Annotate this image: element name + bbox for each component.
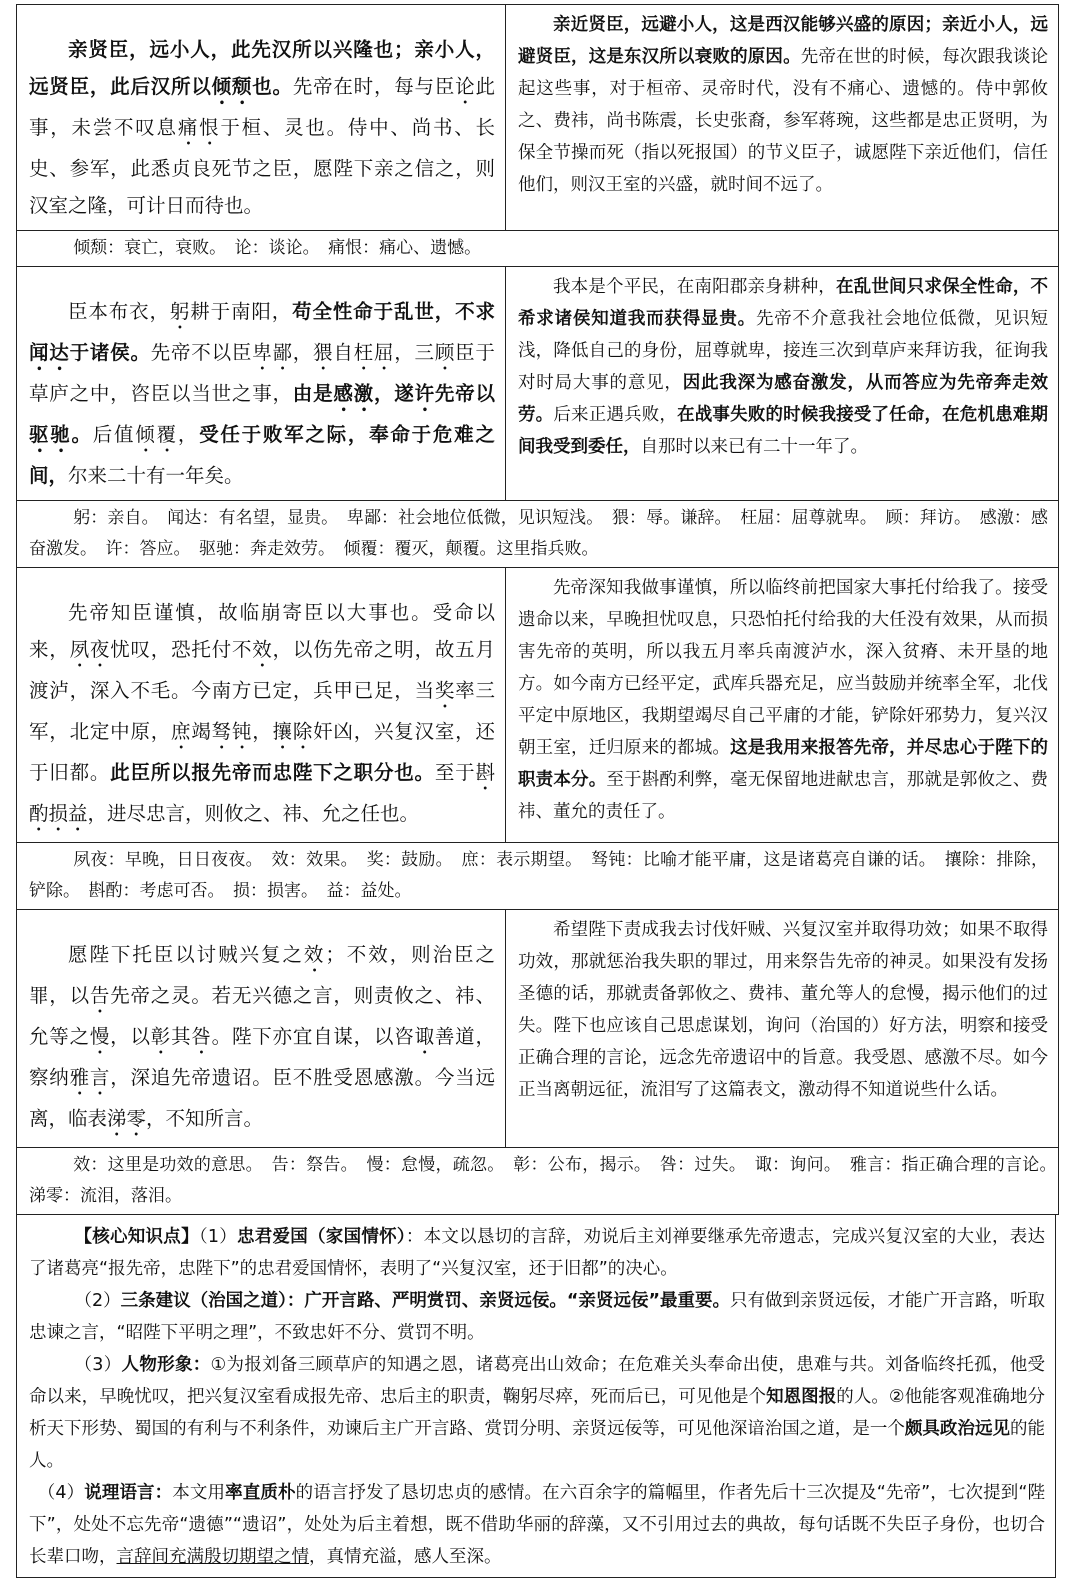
text-run: （1） [198,1227,237,1247]
vocab-notes-cell [17,231,1059,267]
original-text [17,568,505,842]
text-run: 希望陛下责成我去讨伐奸贼、兴复汉室并取得功效；如果不取得功效，那就惩治我失职的罪过，用来祭告先帝的神灵。如果没有发扬圣德的话，那就责备郭攸之、费祎、董允等人的怠慢，揭示他们的过失。陛下也应该自己思虑谋划，询问（治国的）好方法，明察和接受正确合理的言论，远念先帝遗诏中的旨意。我受恩、感激不尽。如今正当离朝远征，流泪写了这篇表文，激动得不知道说些什么话。 [518,920,1048,1100]
text-run: 由是感激，遂许先帝以驱驰。 [29,382,495,446]
notes-row [17,1148,1059,1215]
core-point-1 [29,1221,1045,1285]
study-sheet [16,4,1065,1578]
text-run: 后值倾覆， [92,423,200,446]
text-run: 亲贤臣，远小人，此先汉所以兴隆也；亲小人，远贤臣，此后汉所以倾颓也。 [29,38,495,98]
text-run: 这是我用来报答先帝，并尽忠心于陛下的职责本分。 [518,738,1049,790]
passage-row [17,910,1059,1148]
vocab-notes-cell [17,501,1059,568]
passage-row [17,568,1059,843]
original-text-cell [17,267,506,501]
text-run: 人物形象： [121,1355,211,1375]
text-run: 先帝不介意我社会地位低微，见识短浅，降低自己的身份，屈尊就卑，接连三次到草庐来拜访我，征询我对时局大事的意见， [518,309,1049,393]
text-run: （2） [74,1291,121,1311]
original-text [17,5,505,230]
text-run: （4） [37,1483,85,1503]
translation-text [506,5,1058,205]
text-run: 自那时以来已有二十一年了。 [640,437,868,457]
text-run: 先帝深知我做事谨慎，所以临终前把国家大事托付给我了。接受遗命以来，早晚担忧叹息，只恐怕托付给我的大任没有效果，从而损害先帝的英明，所以我五月率兵南渡泸水，深入贫瘠、未开垦的地方。如今南方已经平定，武库兵器充足，应当鼓励并统率全军，北伐平定中原地区，我期望竭尽自己平庸的才能，铲除奸邪势力，复兴汉朝王室，迁归原来的都城。 [518,578,1048,758]
text-run: 因此我深为感奋激发，从而答应为先帝奔走效劳。 [518,373,1049,425]
text-run: 忠君爱国（家国情怀） [237,1227,406,1247]
passage-row [17,267,1059,501]
text-run: 臣本布衣，躬耕于南阳， [68,300,293,323]
translation-text [506,910,1058,1110]
translation-text [506,568,1058,832]
text-run: 本文用 [172,1483,226,1503]
core-point-3 [29,1349,1045,1477]
notes-row [17,843,1059,910]
text-run: 后来正遇兵败， [553,405,678,425]
text-run: （3） [74,1355,122,1375]
translation-cell [506,5,1059,231]
translation-cell [506,267,1059,501]
text-run: 只有做到亲贤远佞，才能广开言路，听取忠谏之言，“昭陛下平明之理”，不致忠奸不分、赏罚不明。 [29,1291,1045,1343]
core-point-4 [29,1477,1045,1573]
translation-text [506,267,1058,467]
vocab-notes: 倾颓：衰亡，衰败。 论：谈论。 痛恨：痛心、遗憾。 [73,238,482,258]
text-run: 在战事失败的时候我接受了任命，在危机患难期间我受到委任， [518,405,1049,457]
vocab-notes: 效：这里是功效的意思。 告：祭告。 慢：怠慢，疏忽。 彰：公布，揭示。 咎：过失。 诹：询问。 雅言：指正确合理的言论。 涕零：流泪，落泪。 [29,1155,1065,1206]
text-run: 我本是个平民，在南阳郡亲身耕种， [553,277,836,297]
original-text-cell [17,568,506,843]
text-run: 愿陛下托臣以讨贼兴复之效；不效，则治臣之罪，以告先帝之灵。若无兴德之言，则责攸之、祎、允等之慢，以彰其咎。陛下亦宜自谋，以咨诹善道，察纳雅言，深追先帝遗诏。臣不胜受恩感激。今当远离，临表涕零，不知所言。 [29,943,495,1130]
text-run: 【核心知识点】 [74,1227,199,1247]
text-run: 言辞间充满殷切期望之情 [116,1547,309,1567]
original-text-cell [17,5,506,231]
text-run: 颇具政治远见 [904,1419,1010,1439]
text-run: 先帝在世的时候，每次跟我谈论起这些事，对于桓帝、灵帝时代，没有不痛心、遗憾的。侍中郭攸之、费祎，尚书陈震，长史张裔，参军蒋琬，这些都是忠正贤明，为保全节操而死（指以死报国）的节义臣子，诚愿陛下亲近他们，信任他们，则汉王室的兴盛，就时间不远了。 [518,47,1049,195]
text-run: 至于斟酌损益，进尽忠言，则攸之、祎、允之任也。 [29,761,495,825]
text-run: 亲近贤臣，远避小人，这是西汉能够兴盛的原因；亲近小人，远避贤臣，这是东汉所以衰败的原因。 [518,15,1048,67]
text-run: 此臣所以报先帝而忠陛下之职分也。 [110,761,435,784]
translation-cell [506,910,1059,1148]
text-run: 知恩图报 [766,1387,837,1407]
notes-row [17,501,1059,568]
text-run: 尔来二十有一年矣。 [68,464,244,487]
text-run: ，真情充溢，感人至深。 [309,1547,502,1567]
translation-cell [506,568,1059,843]
text-table [16,4,1065,1215]
original-text [17,267,505,500]
core-knowledge-box [16,1215,1056,1578]
text-run: 率直质朴 [225,1483,296,1503]
text-run: ①为报刘备三顾草庐的知遇之恩，诸葛亮出山效命；在危难关头奉命出使，患难与共。刘备临终托孤，他受命以来，早晚忧叹，把兴复汉室看成报先帝、忠后主的职责，鞠躬尽瘁，死而后已，可见他是个 [29,1355,1046,1407]
text-run: 在乱世间只求保全性命，不希求诸侯知道我而获得显贵。 [518,277,1049,329]
text-run: 先帝不以臣卑鄙，猥自枉屈，三顾臣于草庐之中，咨臣以当世之事， [29,341,495,405]
text-run: 三条建议（治国之道）：广开言路、严明赏罚、亲贤远佞。“亲贤远佞”最重要。 [120,1291,730,1311]
vocab-notes-cell [17,1148,1065,1215]
text-run: 说理语言： [84,1483,173,1503]
passage-row [17,5,1059,231]
text-run: 的能人。 [29,1419,1046,1471]
text-run: 的语言抒发了恳切忠贞的感情。在六百余字的篇幅里，作者先后十三次提及“先帝”，七次提到“陛下”，处处不忘先帝“遗德”“遗诏”，处处为后主着想，既不借助华丽的辞藻，又不引用过去的典故，每句话既不失臣子身份，也切合长辈口吻， [29,1483,1046,1567]
core-point-2 [29,1285,1045,1349]
notes-row [17,231,1059,267]
text-run: 至于斟酌利弊，毫无保留地进献忠言，那就是郭攸之、费祎、董允的责任了。 [518,770,1049,822]
vocab-notes-cell [17,843,1059,910]
text-run: ：本文以恳切的言辞，劝说后主刘禅要继承先帝遗志，完成兴复汉室的大业，表达了诸葛亮“报先帝，忠陛下”的忠君爱国情怀，表明了“兴复汉室，还于旧都”的决心。 [29,1227,1046,1279]
vocab-notes: 夙夜：早晚，日日夜夜。 效：效果。 奖：鼓励。 庶：表示期望。 驽钝：比喻才能平庸，这是诸葛亮自谦的话。 攘除：排除，铲除。 斟酌：考虑可否。 损：损害。 益：益处。 [29,850,1048,901]
text-run: 先帝知臣谨慎，故临崩寄臣以大事也。受命以来，夙夜忧叹，恐托付不效，以伤先帝之明，故五月渡泸，深入不毛。今南方已定，兵甲已足，当奖率三军，北定中原，庶竭驽钝，攘除奸凶，兴复汉室，还于旧都。 [29,601,495,784]
text-run: 先帝在时，每与臣论此事，未尝不叹息痛恨于桓、灵也。侍中、尚书、长史、参军，此悉贞良死节之臣，愿陛下亲之信之，则汉室之隆，可计日而待也。 [29,75,495,217]
original-text-cell [17,910,506,1148]
text-run: 苟全性命于乱世，不求闻达于诸侯。 [29,300,495,364]
text-run: 的人。②他能客观准确地分析天下形势、蜀国的有利与不利条件，劝谏后主广开言路、赏罚分明、亲贤远佞等，可见他深谙治国之道，是一个 [29,1387,1045,1439]
original-text [17,910,505,1147]
vocab-notes: 躬：亲自。 闻达：有名望，显贵。 卑鄙：社会地位低微，见识短浅。 猥：辱。谦辞。 枉屈：屈尊就卑。 顾：拜访。 感激：感奋激发。 许：答应。 驱驰：奔走效劳。 倾覆：覆灭，颠覆。这里指兵败。 [29,508,1048,559]
text-run: 受任于败军之际，奉命于危难之间， [29,423,495,487]
